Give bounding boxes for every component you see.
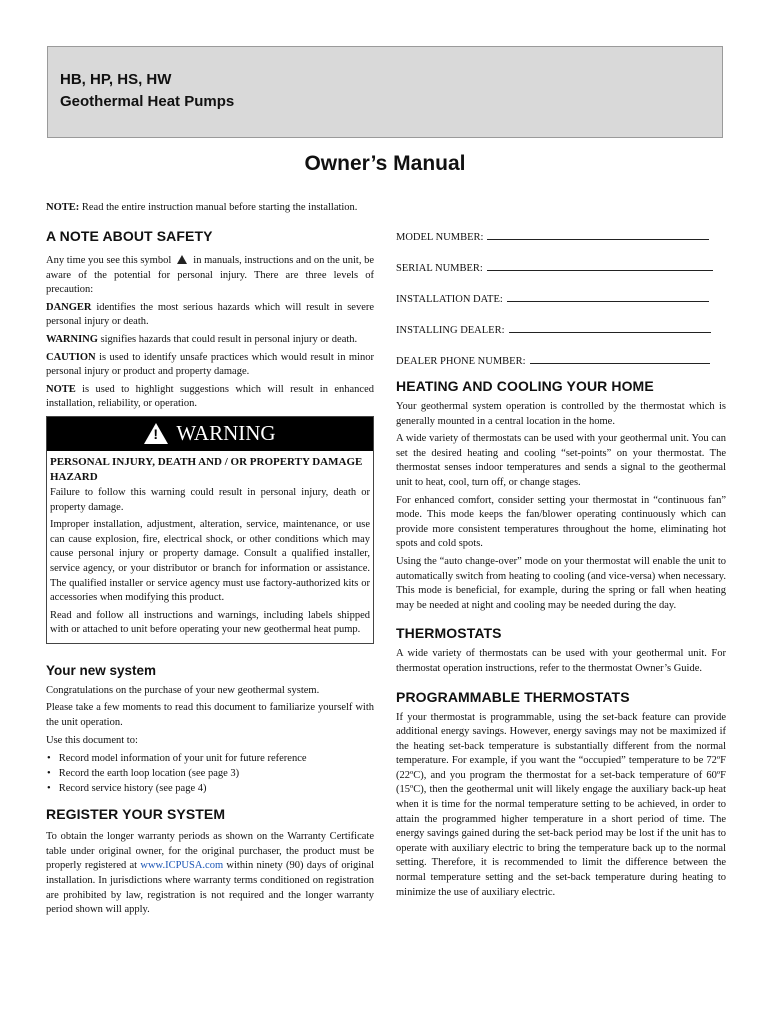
- register-paragraph: [46, 830, 374, 918]
- caution-paragraph: [46, 351, 374, 380]
- heating-heading: HEATING AND COOLING YOUR HOME: [396, 378, 654, 394]
- dealer-phone-blank[interactable]: [530, 353, 710, 364]
- list-item: • Record the earth loop location (see page 3): [46, 766, 374, 781]
- warning-label: WARNING: [46, 333, 98, 345]
- heating-p3: For enhanced comfort, consider setting your thermostat in “continuous fan” mode. This mode keeps the fan/blower operating continuously which can provide more consistent temperatures throughout the home, eliminating hot spots and cold spots.: [396, 494, 726, 550]
- safety-intro-b: in manuals, instructions and on the unit, be aware of the potential for personal injury. There are three levels of precaution:: [46, 255, 375, 296]
- model-number-blank[interactable]: [487, 229, 709, 240]
- note-text: is used to highlight suggestions which will result in enhanced installation, reliability, or operation.: [46, 383, 374, 410]
- install-note-label: NOTE:: [46, 202, 80, 213]
- caution-label: CAUTION: [46, 351, 96, 363]
- serial-number-field: [396, 259, 726, 290]
- danger-paragraph: [46, 301, 374, 330]
- model-number-field: [396, 228, 726, 259]
- install-note: [46, 202, 357, 213]
- installation-date-field: [396, 290, 726, 321]
- new-system-heading: Your new system: [46, 662, 157, 678]
- installation-date-label: INSTALLATION DATE:: [396, 294, 503, 305]
- warning-triangle-icon: !: [144, 423, 168, 444]
- safety-intro: [46, 254, 374, 298]
- warning-text: signifies hazards that could result in personal injury or death.: [100, 333, 358, 345]
- heating-p4: Using the “auto change-over” mode on your thermostat will enable the unit to automatically switch from heating to cooling (and vice-versa) when necessary. This mode is beneficial, for example, during the spring or fall when heating may be needed at night and cooling may be needed during the day.: [396, 555, 726, 611]
- right-column: [396, 228, 726, 903]
- list-item: • Record service history (see page 4): [46, 781, 374, 796]
- product-subtitle: Geothermal Heat Pumps: [60, 93, 235, 110]
- danger-text: identifies the most serious hazards which will result in severe personal injury or death.: [46, 301, 375, 328]
- serial-number-blank[interactable]: [487, 260, 713, 271]
- left-column: [46, 228, 374, 921]
- warning-box-header-text: WARNING: [176, 421, 276, 446]
- warning-paragraph: [46, 333, 374, 348]
- warning-box-title: PERSONAL INJURY, DEATH AND / OR PROPERTY DAMAGE HAZARD: [50, 455, 363, 483]
- warning-box-body: [47, 451, 373, 643]
- new-system-p2: Please take a few moments to read this document to familiarize yourself with the unit operation.: [46, 702, 374, 729]
- programmable-heading: PROGRAMMABLE THERMOSTATS: [396, 688, 630, 705]
- thermostats-heading: THERMOSTATS: [396, 625, 502, 642]
- installing-dealer-field: [396, 321, 726, 352]
- install-note-text: Read the entire instruction manual before starting the installation.: [81, 202, 358, 213]
- heating-p2: A wide variety of thermostats can be used with your geothermal unit. You can set the desired heating and cooling “set-points” on your thermostat. The thermostat senses indoor temperatures and sends a signal to the geothermal unit to heat, cool, turn off, or change stages.: [396, 433, 726, 488]
- register-text-b: within ninety (90) days of original installation. In jurisdictions where warranty terms conditioned on registration are prohibited by law, registration is not required and the longer warranty period shown will apply.: [46, 860, 375, 916]
- serial-number-label: SERIAL NUMBER:: [396, 263, 483, 274]
- safety-intro-a: Any time you see this symbol: [46, 255, 172, 266]
- list-item: • Record model information of your unit for future reference: [46, 751, 374, 766]
- installing-dealer-blank[interactable]: [509, 322, 711, 333]
- safety-heading: A NOTE ABOUT SAFETY: [46, 228, 213, 244]
- heating-p1: Your geothermal system operation is controlled by the thermostat which is generally mounted in a central location in the home.: [396, 401, 726, 427]
- dealer-phone-field: [396, 352, 726, 378]
- registration-link[interactable]: www.ICPUSA.com: [140, 860, 224, 872]
- register-heading: REGISTER YOUR SYSTEM: [46, 806, 226, 823]
- note-paragraph: [46, 383, 374, 412]
- warning-box-p1: Failure to follow this warning could result in personal injury, death or property damage.: [50, 486, 370, 513]
- new-system-p3: Use this document to:: [46, 734, 138, 746]
- model-number-label: MODEL NUMBER:: [396, 232, 484, 243]
- programmable-p1: If your thermostat is programmable, using the set-back feature can provide additional energy savings. However, energy savings may not be maximized if the heating set-back temperature is substantially different from the normal temperature. For example, if you want the “occupied” temperature to be 72ºF (22ºC), and you program the thermostat for a set-back temperature of 60ºF (15ºC), then the geothermal unit will likely engage the auxiliary back-up heat when it is time for the normal temperature setting to be achieved, in order to attain the programmed higher temperature in a short period of time. The energy savings gained during the set-back period may be lost if the unit has to operate with auxiliary electric to bring the temperature back up to the normal setting. Therefore, it is recommended to limit the difference between the normal temperature setting and the set-back temperature during heating to minimize the use of auxiliary electric.: [396, 711, 726, 898]
- dealer-phone-label: DEALER PHONE NUMBER:: [396, 356, 526, 367]
- installing-dealer-label: INSTALLING DEALER:: [396, 325, 505, 336]
- header-box: [47, 46, 723, 138]
- warning-box-p3: Read and follow all instructions and warnings, including labels shipped with or attached to unit before operating your new geothermal heat pump.: [50, 609, 370, 636]
- hazard-symbol-icon: [177, 255, 187, 264]
- warning-box: [46, 416, 374, 644]
- warning-box-header: [47, 417, 373, 451]
- danger-label: DANGER: [46, 301, 92, 313]
- caution-text: is used to identify unsafe practices which would result in minor personal injury or product and property damage.: [46, 351, 374, 378]
- model-list: HB, HP, HS, HW: [60, 71, 172, 88]
- installation-date-blank[interactable]: [507, 291, 709, 302]
- note-label: NOTE: [46, 383, 76, 395]
- new-system-p1: Congratulations on the purchase of your new geothermal system.: [46, 684, 320, 696]
- register-text-a: To obtain the longer warranty periods as shown on the Warranty Certificate table under original owner, for the original purchaser, the product must be properly registered at: [46, 831, 374, 872]
- warning-box-p2: Improper installation, adjustment, alteration, service, maintenance, or use can cause explosion, fire, electrical shock, or other conditions which may cause personal injury or property damage. Consult a qualified installer, service agency, or your distributor or branch for information or assistance. The qualified installer or service agency must use factory-authorized kits or accessories when modifying this product.: [50, 519, 370, 604]
- thermostats-p1: A wide variety of thermostats can be used with your geothermal unit. For thermostat operation instructions, refer to the thermostat Owner’s Guide.: [396, 648, 726, 674]
- document-title: Owner’s Manual: [304, 152, 466, 175]
- new-system-bullets: [46, 751, 374, 796]
